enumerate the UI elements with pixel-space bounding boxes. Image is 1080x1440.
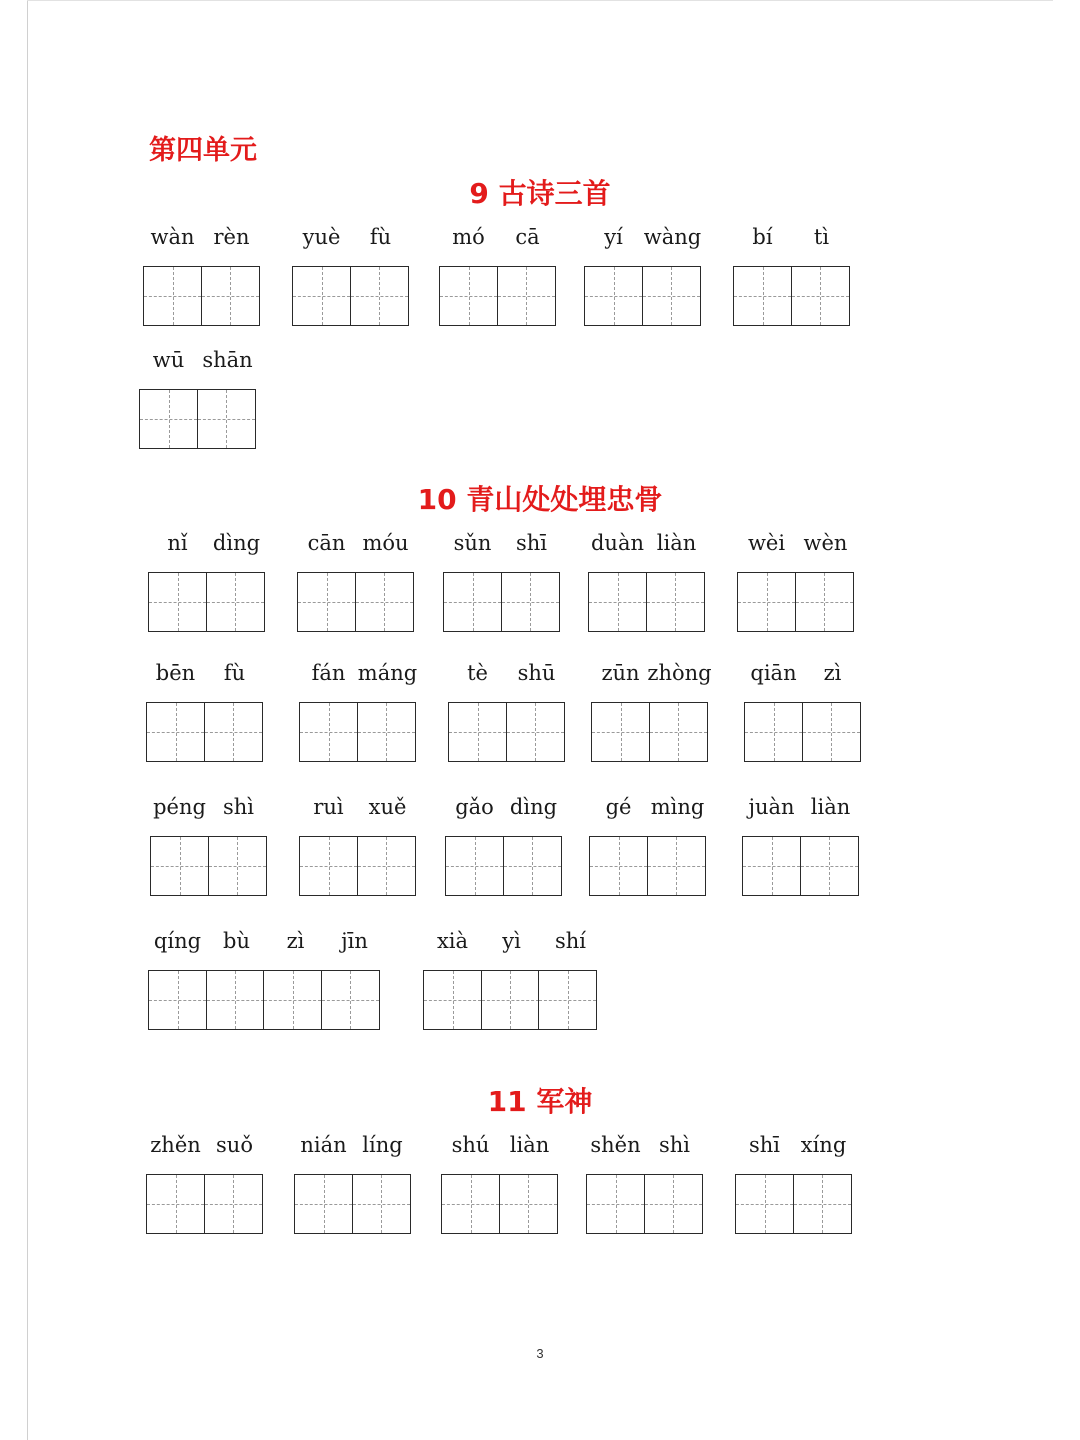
writing-boxes <box>148 970 378 1030</box>
pinyin-syllable: qiān <box>750 661 797 685</box>
pinyin-syllable: wàng <box>643 225 702 249</box>
pinyin-syllable: yí <box>604 225 623 249</box>
pinyin-syllable: liàn <box>509 1133 550 1157</box>
writing-boxes <box>439 266 554 326</box>
character-cell[interactable] <box>150 836 209 896</box>
pinyin-syllable: zì <box>823 661 842 685</box>
writing-boxes <box>586 1174 701 1234</box>
character-cell[interactable] <box>146 702 205 762</box>
character-cell[interactable] <box>445 836 504 896</box>
character-cell[interactable] <box>204 1174 263 1234</box>
writing-boxes <box>448 702 563 762</box>
writing-boxes <box>423 970 596 1030</box>
page-border-left <box>27 0 28 1440</box>
character-cell[interactable] <box>441 1174 500 1234</box>
character-cell[interactable] <box>644 1174 703 1234</box>
character-cell[interactable] <box>586 1174 645 1234</box>
character-cell[interactable] <box>292 266 351 326</box>
character-cell[interactable] <box>591 702 650 762</box>
character-cell[interactable] <box>735 1174 794 1234</box>
character-cell[interactable] <box>146 1174 205 1234</box>
character-cell[interactable] <box>143 266 202 326</box>
character-cell[interactable] <box>148 572 207 632</box>
writing-boxes <box>733 266 848 326</box>
pinyin-syllable: cā <box>515 225 540 249</box>
character-cell[interactable] <box>588 572 647 632</box>
page-number: 3 <box>536 1346 544 1361</box>
pinyin-syllable: mìng <box>650 795 705 819</box>
character-cell[interactable] <box>497 266 556 326</box>
character-cell[interactable] <box>206 970 265 1030</box>
character-cell[interactable] <box>802 702 861 762</box>
writing-boxes <box>591 702 706 762</box>
lesson-title-9: 9 古诗三首 <box>469 177 611 210</box>
pinyin-syllable: shěn <box>590 1133 641 1157</box>
pinyin-syllable: jīn <box>341 929 368 953</box>
pinyin-syllable: nián <box>300 1133 347 1157</box>
character-cell[interactable] <box>538 970 597 1030</box>
lesson-title-11: 11 军神 <box>487 1085 593 1118</box>
character-cell[interactable] <box>204 702 263 762</box>
writing-boxes <box>148 572 263 632</box>
character-cell[interactable] <box>733 266 792 326</box>
character-cell[interactable] <box>352 1174 411 1234</box>
writing-boxes <box>742 836 857 896</box>
character-cell[interactable] <box>263 970 322 1030</box>
writing-boxes <box>737 572 852 632</box>
character-cell[interactable] <box>201 266 260 326</box>
character-cell[interactable] <box>423 970 482 1030</box>
pinyin-syllable: wèn <box>803 531 848 555</box>
pinyin-syllable: cān <box>307 531 346 555</box>
pinyin-syllable: fù <box>223 661 246 685</box>
pinyin-syllable: xià <box>436 929 469 953</box>
pinyin-syllable: xuě <box>368 795 407 819</box>
pinyin-syllable: suǒ <box>216 1133 253 1157</box>
lesson-title-10: 10 青山处处埋忠骨 <box>417 483 663 516</box>
character-cell[interactable] <box>299 836 358 896</box>
writing-boxes <box>735 1174 850 1234</box>
pinyin-syllable: péng <box>153 795 206 819</box>
character-cell[interactable] <box>355 572 414 632</box>
writing-boxes <box>143 266 258 326</box>
character-cell[interactable] <box>197 389 256 449</box>
writing-boxes <box>297 572 412 632</box>
writing-boxes <box>299 836 414 896</box>
character-cell[interactable] <box>793 1174 852 1234</box>
pinyin-syllable: zūn <box>601 661 640 685</box>
pinyin-syllable: shì <box>222 795 255 819</box>
writing-boxes <box>139 389 254 449</box>
pinyin-syllable: gé <box>605 795 632 819</box>
pinyin-syllable: yì <box>502 929 521 953</box>
pinyin-syllable: bí <box>752 225 773 249</box>
character-cell[interactable] <box>148 970 207 1030</box>
pinyin-syllable: fán <box>311 661 346 685</box>
writing-boxes <box>588 572 703 632</box>
character-cell[interactable] <box>299 702 358 762</box>
pinyin-syllable: shì <box>658 1133 691 1157</box>
pinyin-syllable: tì <box>813 225 830 249</box>
character-cell[interactable] <box>443 572 502 632</box>
pinyin-syllable: gǎo <box>455 795 494 819</box>
character-cell[interactable] <box>206 572 265 632</box>
pinyin-syllable: xíng <box>800 1133 847 1157</box>
pinyin-syllable: bù <box>223 929 250 953</box>
pinyin-syllable: liàn <box>656 531 697 555</box>
character-cell[interactable] <box>744 702 803 762</box>
pinyin-syllable: wū <box>152 348 185 372</box>
pinyin-syllable: máng <box>357 661 418 685</box>
pinyin-syllable: fù <box>369 225 392 249</box>
character-cell[interactable] <box>357 702 416 762</box>
character-cell[interactable] <box>321 970 380 1030</box>
pinyin-syllable: dìng <box>212 531 261 555</box>
character-cell[interactable] <box>649 702 708 762</box>
character-cell[interactable] <box>501 572 560 632</box>
character-cell[interactable] <box>503 836 562 896</box>
writing-boxes <box>146 1174 261 1234</box>
pinyin-syllable: wàn <box>150 225 195 249</box>
character-cell[interactable] <box>642 266 701 326</box>
writing-boxes <box>445 836 560 896</box>
character-cell[interactable] <box>646 572 705 632</box>
writing-boxes <box>150 836 265 896</box>
pinyin-syllable: zhěn <box>150 1133 201 1157</box>
pinyin-syllable: duàn <box>590 531 645 555</box>
character-cell[interactable] <box>584 266 643 326</box>
pinyin-syllable: yuè <box>302 225 341 249</box>
pinyin-syllable: móu <box>362 531 409 555</box>
pinyin-syllable: nǐ <box>167 531 188 555</box>
writing-boxes <box>146 702 261 762</box>
character-cell[interactable] <box>297 572 356 632</box>
character-cell[interactable] <box>294 1174 353 1234</box>
pinyin-syllable: wèi <box>747 531 786 555</box>
character-cell[interactable] <box>499 1174 558 1234</box>
pinyin-syllable: juàn <box>748 795 795 819</box>
writing-boxes <box>299 702 414 762</box>
character-cell[interactable] <box>481 970 540 1030</box>
writing-boxes <box>584 266 699 326</box>
writing-boxes <box>441 1174 556 1234</box>
character-cell[interactable] <box>589 836 648 896</box>
pinyin-syllable: rèn <box>213 225 250 249</box>
pinyin-syllable: zì <box>286 929 305 953</box>
pinyin-syllable: liàn <box>810 795 851 819</box>
pinyin-syllable: dìng <box>509 795 558 819</box>
pinyin-syllable: shī <box>748 1133 781 1157</box>
writing-boxes <box>443 572 558 632</box>
pinyin-syllable: ruì <box>313 795 344 819</box>
pinyin-syllable: mó <box>452 225 485 249</box>
character-cell[interactable] <box>737 572 796 632</box>
character-cell[interactable] <box>800 836 859 896</box>
pinyin-syllable: shū <box>517 661 556 685</box>
unit-title: 第四单元 <box>149 135 257 166</box>
pinyin-syllable: sǔn <box>453 531 492 555</box>
pinyin-syllable: tè <box>467 661 488 685</box>
writing-boxes <box>294 1174 409 1234</box>
pinyin-syllable: líng <box>362 1133 403 1157</box>
character-cell[interactable] <box>439 266 498 326</box>
pinyin-syllable: qíng <box>153 929 202 953</box>
writing-boxes <box>744 702 859 762</box>
character-cell[interactable] <box>139 389 198 449</box>
writing-boxes <box>292 266 407 326</box>
character-cell[interactable] <box>448 702 507 762</box>
character-cell[interactable] <box>357 836 416 896</box>
character-cell[interactable] <box>791 266 850 326</box>
pinyin-syllable: bēn <box>155 661 196 685</box>
pinyin-syllable: shān <box>202 348 253 372</box>
character-cell[interactable] <box>795 572 854 632</box>
character-cell[interactable] <box>647 836 706 896</box>
pinyin-syllable: shú <box>451 1133 490 1157</box>
character-cell[interactable] <box>208 836 267 896</box>
pinyin-syllable: shī <box>515 531 548 555</box>
pinyin-syllable: shí <box>554 929 587 953</box>
character-cell[interactable] <box>506 702 565 762</box>
page-border-top <box>27 0 1053 1</box>
character-cell[interactable] <box>350 266 409 326</box>
writing-boxes <box>589 836 704 896</box>
character-cell[interactable] <box>742 836 801 896</box>
pinyin-syllable: zhòng <box>647 661 712 685</box>
